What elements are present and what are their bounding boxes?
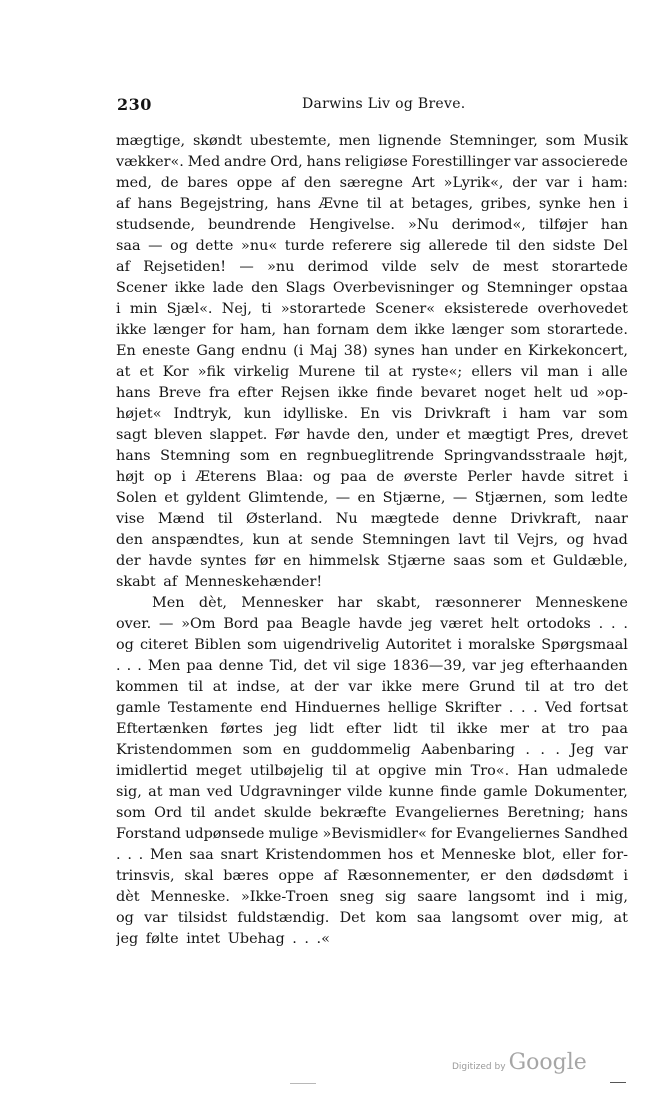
text-line: den anspændtes, kun at sende Stemningen lavt til Vejrs, og hvad	[116, 532, 628, 548]
text-line: kommen til at indse, at der var ikke mere Grund til at tro det	[116, 679, 628, 695]
text-line: . . . Men saa snart Kristendommen hos et Menneske blot, eller for-	[116, 847, 628, 863]
body-text	[116, 131, 628, 950]
watermark-prefix: Digitized by	[452, 1062, 506, 1072]
digitized-watermark	[452, 1050, 587, 1080]
google-logo: Google	[508, 1050, 587, 1075]
text-line: og var tilsidst fuldstændig. Det kom saa langsomt over mig, at	[116, 910, 628, 926]
text-line: Solen et gyldent Glimtende, — en Stjærne, — Stjærnen, som ledte	[116, 490, 628, 506]
page-number: 230	[117, 95, 152, 114]
text-line: studsende, beundrende Hengivelse. »Nu derimod«, tilføjer han	[116, 217, 628, 233]
text-line: jeg følte intet Ubehag . . .«	[116, 931, 330, 947]
text-line: En eneste Gang endnu (i Maj 38) synes han under en Kirkekoncert,	[116, 343, 628, 359]
text-line: vækker«. Med andre Ord, hans religiøse Forestillinger var associerede	[116, 154, 628, 170]
text-line: Eftertænken førtes jeg lidt efter lidt til ikke mer at tro paa	[116, 721, 628, 737]
text-line: hans Stemning som en regnbueglitrende Springvandsstraale højt,	[116, 448, 628, 464]
text-line: sagt bleven slappet. Før havde den, under et mægtigt Pres, drevet	[116, 427, 628, 443]
text-line: mægtige, skøndt ubestemte, men lignende Stemninger, som Musik	[116, 133, 628, 149]
text-line: i min Sjæl«. Nej, ti »storartede Scener« eksisterede overhovedet	[116, 301, 628, 317]
text-line: hans Breve fra efter Rejsen ikke finde bevaret noget helt ud »op-	[116, 385, 628, 401]
text-line: vise Mænd til Østerland. Nu mægtede denne Drivkraft, naar	[116, 511, 628, 527]
text-line: saa — og dette »nu« turde referere sig allerede til den sidste Del	[116, 238, 628, 254]
text-line: højet« Indtryk, kun idylliske. En vis Drivkraft i ham var som	[116, 406, 628, 422]
text-line: af hans Begejstring, hans Ævne til at betages, gribes, synke hen i	[116, 196, 628, 212]
text-line: skabt af Menneskehænder!	[116, 574, 323, 590]
scan-mark-left	[290, 1083, 316, 1084]
text-line: Kristendommen som en guddommelig Aabenbaring . . . Jeg var	[116, 742, 628, 758]
text-line: med, de bares oppe af den særegne Art »Lyrik«, der var i ham:	[116, 175, 628, 191]
text-line: højt op i Æterens Blaa: og paa de øverste Perler havde sitret i	[116, 469, 628, 485]
text-line: dèt Menneske. »Ikke-Troen sneg sig saare langsomt ind i mig,	[116, 889, 628, 905]
text-line: og citeret Biblen som uigendrivelig Autoritet i moralske Spørgsmaal	[116, 637, 628, 653]
text-line: imidlertid meget utilbøjelig til at opgive min Tro«. Han udmalede	[116, 763, 628, 779]
text-line: over. — »Om Bord paa Beagle havde jeg været helt ortodoks . . .	[116, 616, 628, 632]
text-line: Scener ikke lade den Slags Overbevisninger og Stemninger opstaa	[116, 280, 628, 296]
text-line: der havde syntes før en himmelsk Stjærne saas som et Guldæble,	[116, 553, 628, 569]
text-line: gamle Testamente end Hinduernes hellige Skrifter . . . Ved fortsat	[116, 700, 628, 716]
running-title: Darwins Liv og Breve.	[302, 96, 466, 112]
text-line: ikke længer for ham, han fornam dem ikke længer som storartede.	[116, 322, 628, 338]
text-line: af Rejsetiden! — »nu derimod vilde selv de mest storartede	[116, 259, 628, 275]
page-header	[117, 95, 627, 115]
text-line: Forstand udpønsede mulige »Bevismidler« for Evangeliernes Sandhed	[116, 826, 628, 842]
text-line: Men dèt, Mennesker har skabt, ræsonnerer Menneskene	[152, 595, 628, 611]
text-line: at et Kor »fik virkelig Murene til at ryste«; ellers vil man i alle	[116, 364, 628, 380]
text-line: trinsvis, skal bæres oppe af Ræsonnementer, er den dødsdømt i	[116, 868, 628, 884]
scan-mark-right	[610, 1082, 626, 1083]
text-line: som Ord til andet skulde bekræfte Evangeliernes Beretning; hans	[116, 805, 628, 821]
text-line: . . . Men paa denne Tid, det vil sige 1836—39, var jeg efterhaanden	[116, 658, 628, 674]
text-line: sig, at man ved Udgravninger vilde kunne finde gamle Dokumenter,	[116, 784, 628, 800]
